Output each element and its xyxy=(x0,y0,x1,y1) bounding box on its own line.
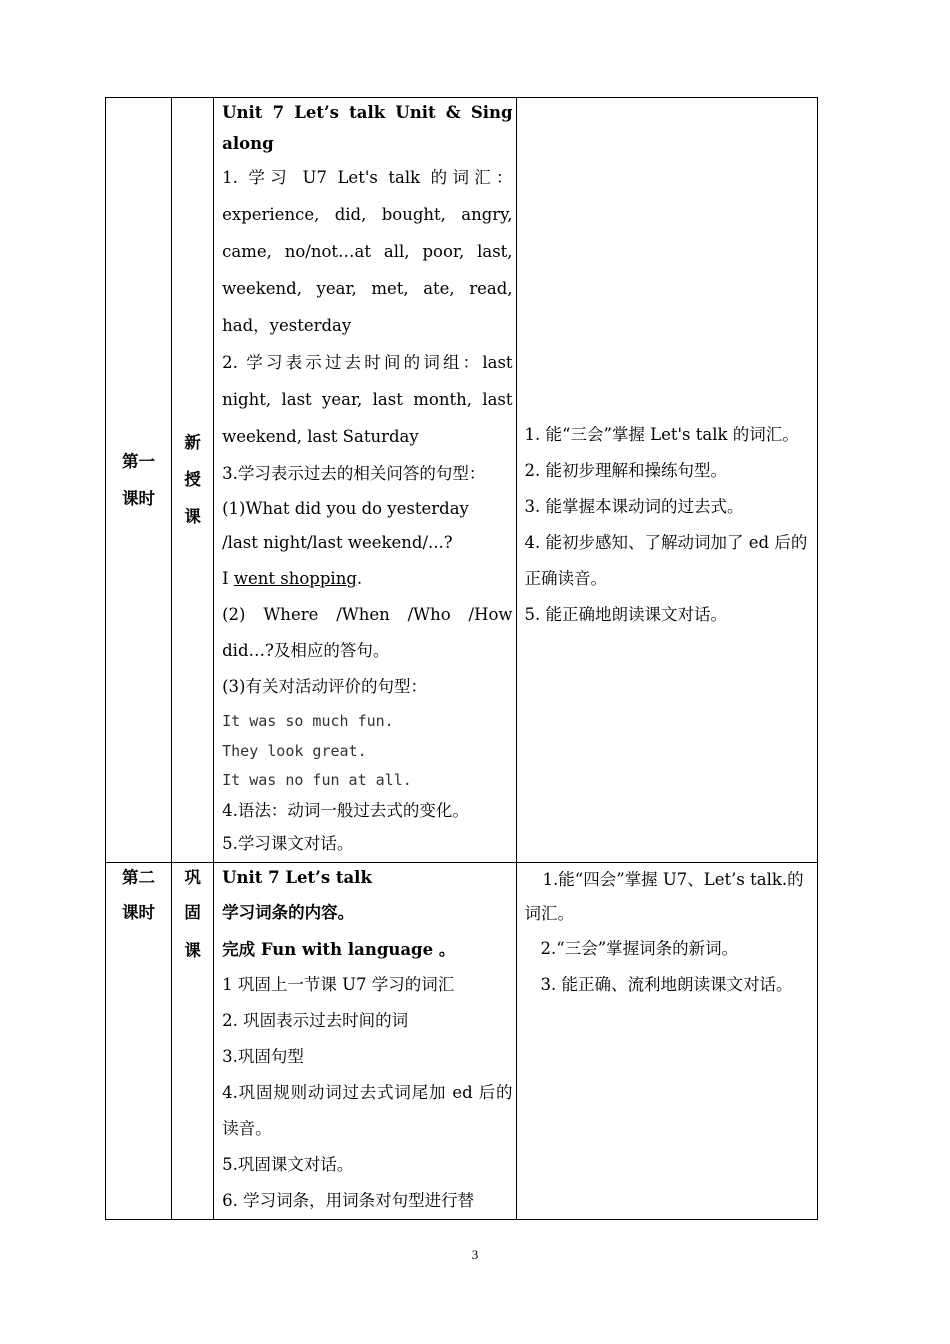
period-label-line: 课时 xyxy=(122,902,156,922)
period-label-line: 第一 xyxy=(122,451,156,471)
goal-item: 2.“三会”掌握词条的新词。 xyxy=(540,938,739,958)
table-row xyxy=(106,98,818,863)
goal-item: 2. 能初步理解和操练句型。 xyxy=(524,461,728,480)
content-item: /last night/last weekend/...? xyxy=(222,533,453,552)
goals-cell xyxy=(516,98,817,863)
lesson-type-char: 课 xyxy=(184,507,201,527)
period-label-line: 课时 xyxy=(122,488,156,508)
content-item: 5.巩固课文对话。 xyxy=(222,1154,354,1174)
content-item: 3.巩固句型 xyxy=(222,1046,304,1066)
content-item: 4.巩固规则动词过去式词尾加 ed 后的读音。 xyxy=(222,1082,513,1138)
content-item: 4.语法：动词一般过去式的变化。 xyxy=(222,800,469,820)
period-label-line: 第二 xyxy=(122,867,156,887)
content-item: 1. 学习 U7 Let's talk 的词汇：experience, did, bought, angry, came, no/not…at all, poor, last, weekend, year, met, ate, read, had，yesterday xyxy=(222,168,513,335)
lesson-type-char: 新 xyxy=(184,433,201,453)
content-item: (3)有关对活动评价的句型： xyxy=(222,677,427,696)
lesson-type-cell xyxy=(172,862,214,1219)
lesson-type-char: 巩 xyxy=(184,867,201,887)
goal-item: 3. 能正确、流利地朗读课文对话。 xyxy=(540,974,793,994)
content-item: 5.学习课文对话。 xyxy=(222,833,354,853)
lesson-plan-table xyxy=(105,97,818,1220)
lesson-type-char: 授 xyxy=(184,470,201,490)
goal-item: 1.能“四会”掌握 U7、Let’s talk.的词汇。 xyxy=(524,869,804,923)
table-row xyxy=(106,862,818,1219)
content-line: 学习词条的内容。 xyxy=(222,902,355,922)
content-item: 2. 巩固表示过去时间的词 xyxy=(222,1010,409,1030)
example-sentence: It was no fun at all. xyxy=(222,771,412,789)
lesson-type-char: 课 xyxy=(184,940,201,960)
example-sentence: They look great. xyxy=(222,741,367,760)
lesson-type-cell xyxy=(172,98,214,863)
answer-prefix: I xyxy=(222,569,234,588)
content-item: (2) Where /When /Who /How did…?及相应的答句。 xyxy=(222,605,513,660)
content-item: 3.学习表示过去的相关问答的句型： xyxy=(222,464,486,483)
goal-item: 1. 能“三会”掌握 Let's talk 的词汇。 xyxy=(524,425,799,444)
content-item: 6. 学习词条，用词条对句型进行替 xyxy=(222,1190,475,1210)
content-item: 2. 学习表示过去时间的词组：last night, last year, last month, last weekend, last Saturday xyxy=(222,353,513,446)
content-title: Unit 7 Let’s talk Unit & Sing along xyxy=(222,103,513,153)
content-item: 1 巩固上一节课 U7 学习的词汇 xyxy=(222,974,455,994)
example-sentence: It was so much fun. xyxy=(222,712,394,730)
period-cell xyxy=(106,98,172,863)
page-number: 3 xyxy=(471,1247,479,1262)
goal-item: 4. 能初步感知、了解动词加了 ed 后的正确读音。 xyxy=(524,533,808,588)
goal-item: 3. 能掌握本课动词的过去式。 xyxy=(524,497,744,516)
goal-item: 5. 能正确地朗读课文对话。 xyxy=(524,605,728,624)
content-item xyxy=(222,561,512,597)
content-cell xyxy=(214,862,516,1219)
answer-underlined: went shopping xyxy=(233,569,357,588)
lesson-type-char: 固 xyxy=(184,902,201,922)
content-line: 完成 Fun with language 。 xyxy=(222,939,456,959)
period-cell xyxy=(106,862,172,1219)
answer-suffix: . xyxy=(356,569,363,588)
content-item: (1)What did you do yesterday xyxy=(222,499,469,518)
content-title: Unit 7 Let’s talk xyxy=(222,867,372,887)
content-cell xyxy=(214,98,516,863)
goals-cell xyxy=(516,862,817,1219)
